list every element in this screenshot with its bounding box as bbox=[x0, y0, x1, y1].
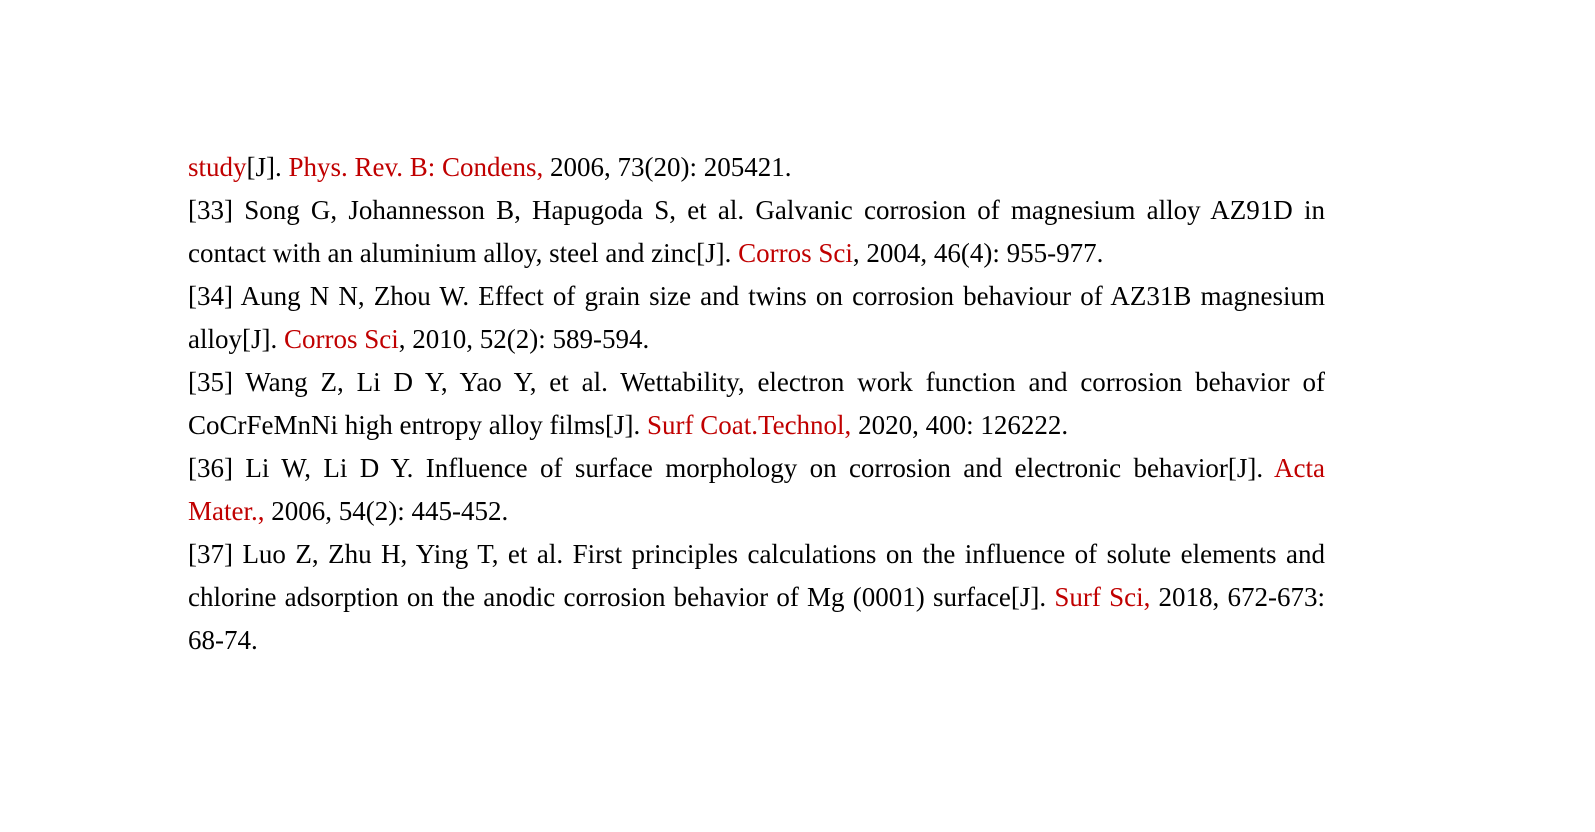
reference-line bbox=[188, 490, 1325, 533]
reference-line bbox=[188, 146, 1325, 189]
reference-line bbox=[188, 533, 1325, 576]
reference-line bbox=[188, 361, 1325, 404]
references-text-block bbox=[188, 146, 1325, 662]
journal-name-text: Surf Sci, bbox=[1054, 582, 1151, 612]
reference-paragraph-ref-32-continuation bbox=[188, 146, 1325, 189]
text-segment: [J]. bbox=[246, 152, 289, 182]
journal-name-text: Phys. Rev. B: Condens, bbox=[288, 152, 544, 182]
text-segment: [35] Wang Z, Li D Y, Yao Y, et al. Wettability, electron work function and corrosion behavior of bbox=[188, 367, 1325, 397]
reference-paragraph-ref-34 bbox=[188, 275, 1325, 361]
text-segment: , 2010, 52(2): 589-594. bbox=[398, 324, 650, 354]
text-segment: [33] Song G, Johannesson B, Hapugoda S, et al. Galvanic corrosion of magnesium alloy AZ91D in bbox=[188, 195, 1325, 225]
reference-line bbox=[188, 189, 1325, 232]
reference-paragraph-ref-36 bbox=[188, 447, 1325, 533]
journal-name-text: Corros Sci bbox=[738, 238, 853, 268]
reference-line bbox=[188, 576, 1325, 619]
reference-line bbox=[188, 404, 1325, 447]
text-segment: 2020, 400: 126222. bbox=[851, 410, 1069, 440]
text-segment: [37] Luo Z, Zhu H, Ying T, et al. First principles calculations on the influence of solute elements and bbox=[188, 539, 1325, 569]
reference-line bbox=[188, 619, 1325, 662]
journal-name-text: Acta bbox=[1274, 453, 1325, 483]
reference-line bbox=[188, 318, 1325, 361]
text-segment: 2006, 73(20): 205421. bbox=[543, 152, 792, 182]
reference-paragraph-ref-33 bbox=[188, 189, 1325, 275]
text-segment: 68-74. bbox=[188, 625, 258, 655]
journal-name-text: Surf Coat.Technol, bbox=[646, 410, 852, 440]
journal-name-text: Corros Sci bbox=[283, 324, 399, 354]
text-segment: [34] Aung N N, Zhou W. Effect of grain size and twins on corrosion behaviour of AZ31B magnesium bbox=[188, 281, 1325, 311]
journal-name-text: Mater., bbox=[188, 496, 265, 526]
text-segment: 2018, 672-673: bbox=[1150, 582, 1325, 612]
text-segment: CoCrFeMnNi high entropy alloy films[J]. bbox=[188, 410, 647, 440]
text-segment: contact with an aluminium alloy, steel and zinc[J]. bbox=[188, 238, 739, 268]
reference-line bbox=[188, 447, 1325, 490]
reference-paragraph-ref-37 bbox=[188, 533, 1325, 662]
text-segment: chlorine adsorption on the anodic corrosion behavior of Mg (0001) surface[J]. bbox=[188, 582, 1055, 612]
journal-name-text: study bbox=[188, 152, 247, 182]
text-segment: 2006, 54(2): 445-452. bbox=[264, 496, 509, 526]
reference-line bbox=[188, 275, 1325, 318]
text-segment: [36] Li W, Li D Y. Influence of surface morphology on corrosion and electronic behavior[J]. bbox=[188, 453, 1275, 483]
reference-paragraph-ref-35 bbox=[188, 361, 1325, 447]
text-segment: alloy[J]. bbox=[188, 324, 284, 354]
reference-line bbox=[188, 232, 1325, 275]
text-segment: , 2004, 46(4): 955-977. bbox=[852, 238, 1104, 268]
